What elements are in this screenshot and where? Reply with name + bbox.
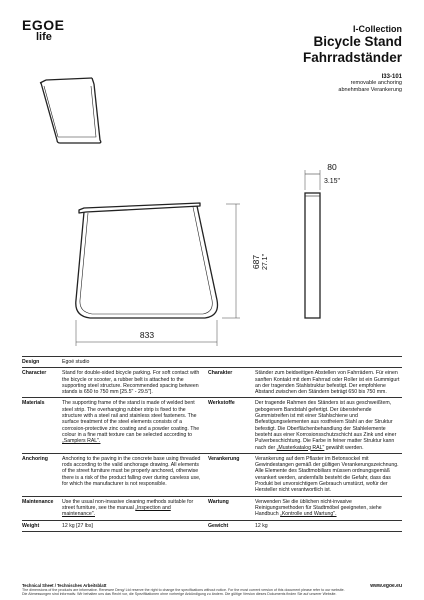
footer-title: Technical Sheet / Technisches Arbeitsblatt: [22, 583, 107, 588]
ral-samplers-link[interactable]: „Samplers RAL".: [62, 438, 101, 445]
maintenance-cell-en: [62, 499, 208, 518]
character-label-de: Charakter: [208, 370, 233, 377]
materials-cell-en: [62, 400, 208, 450]
front-view: [76, 203, 218, 318]
weight-value-en: 12 kg [27 lbs]: [62, 522, 93, 529]
character-label-en: Character: [22, 370, 47, 377]
character-text-en: Stand for double-sided bicycle parking. For soft contact with the bicycle or scooter, a rubber belt is attached to the supporting steel structure. Recommended spacing between stands is 650 to 750 mm [25.5" - 29.5"].: [62, 370, 200, 396]
character-text-de: Ständer zum beidseitigen Abstellen von Fahrrädern. Für einen sanften Kontakt mit dem Fahrrad oder Roller ist ein Gummigurt an der tragenden Stahlstruktur befestigt. Der empfohlene Abstand zwischen den Ständern beträgt 650 bis 750 mm.: [255, 370, 400, 396]
product-title-de: Fahrradständer: [302, 50, 402, 65]
kontrolle-wartung-link[interactable]: „Kontrolle und Wartung".: [280, 511, 337, 518]
spec-row-anchoring: [22, 453, 402, 496]
materials-tail-de: gewählt werden.: [324, 444, 364, 451]
maintenance-label-de: Wartung: [208, 498, 229, 505]
design-value: Egoé studio: [62, 359, 90, 365]
spec-row-maintenance: [22, 496, 402, 520]
product-title-en: Bicycle Stand: [313, 34, 402, 49]
perspective-view: [40, 78, 101, 143]
depth-in-label: 3.15": [323, 178, 341, 185]
spec-row-materials: [22, 397, 402, 452]
spec-row-weight: [22, 520, 402, 532]
maintenance-text-de: Verwenden Sie die üblichen nicht-invasive Reinigungsmethoden für Stadtmöbel geeigneten, siehe Handbuch: [255, 498, 382, 518]
product-code: I33-101: [381, 74, 402, 80]
collection-name: I-Collection: [353, 24, 402, 34]
brand-sub: life: [36, 31, 52, 43]
height-mm-label: 687: [251, 254, 261, 270]
anchoring-label-en: Anchoring: [22, 455, 48, 462]
design-label: Design: [22, 359, 40, 365]
maintenance-label-en: Maintenance: [22, 498, 54, 505]
anchoring-text-en: Anchoring to the paving in the concrete base using threaded rods according to the valid anchorage drawing. All elements of the street furniture must be properly anchored, otherwise there is a risk of the product falling over during careless use, for which the manufacturer is not responsible.: [62, 455, 201, 488]
anchoring-type-de: abnehmbare Verankerung: [338, 87, 402, 93]
brand-name: EGOE: [22, 17, 65, 33]
width-mm-label: 833: [139, 330, 155, 340]
depth-mm-label: 80: [327, 162, 337, 172]
weight-value-de: 12 kg: [255, 522, 268, 529]
ral-musterkatalog-link[interactable]: „Musterkatalog RAL": [276, 444, 325, 451]
spec-row-design: [22, 356, 402, 367]
anchoring-type-en: removable anchoring: [350, 80, 402, 86]
weight-label-de: Gewicht: [208, 522, 229, 529]
website-link[interactable]: www.egoe.eu: [370, 583, 402, 589]
height-in-label: 27.1": [262, 253, 269, 271]
side-view: [305, 162, 341, 318]
weight-label-en: Weight: [22, 522, 40, 529]
materials-text-en: The supporting frame of the stand is made of welded bent steel strip. The overhanging rubber strip is fixed to the structure with a steel rail and stainless steel fasteners. The surface treatment of the steel elements consists of a corrosion-protective zinc coating and a powder coating. The colour in a fine matt texture can be selected according to: [62, 400, 200, 438]
maintenance-text-en: Use the usual non-invasive cleaning methods suitable for street furniture, see the manual: [62, 498, 194, 511]
maintenance-cell-de: [255, 499, 400, 518]
materials-cell-de: [255, 400, 400, 450]
footer-disclaimer-de: Die Abmessungen sind informativ. Wir behalten uns das Recht vor, die Spezifikationen ohne vorherige Ankündigung zu ändern. Die gültige Version dieses Dokuments finden Sie auf unserer Website.: [22, 592, 337, 597]
anchoring-text-de: Verankerung auf dem Pflaster im Betonsockel mit Gewindestangen gemäß der gültigen Verankerungszeichnung. Alle Elemente des Stadtmobiliars müssen ordnungsgemäß verankert werden, andernfalls besteht die Gefahr, dass das Produkt bei unvorsichtigem Gebrauch umstürzt, wofür der Hersteller nicht verantwortlich ist.: [255, 455, 399, 494]
spec-table: [22, 356, 402, 532]
materials-label-en: Materials: [22, 400, 45, 407]
footer-disclaimer-en: The dimensions of the products are informative. Renewee Deng/ Ltd reserve the right to change the specifications without notice. For the most current version of this document please refer to our website.: [22, 588, 345, 592]
height-dimension: [222, 204, 240, 318]
inspection-maintenance-link[interactable]: „Inspection and maintenance".: [62, 504, 171, 518]
footer: [22, 583, 402, 597]
materials-label-de: Werkstoffe: [208, 400, 235, 407]
spec-row-character: [22, 367, 402, 397]
materials-text-de: Der tragende Rahmen des Ständers ist aus geschweißtem, gebogenem Bandstahl gefertigt. Der überstehende Gummistreifen ist mit einer Stahlschiene und Befestigungselementen aus rostfreiem Stahl an der Struktur befestigt. Die Oberflächenbehandlung der Stahlelemente besteht aus einer Korrosionsschutzschicht aus Zink und einer Pulverbeschichtung. Die Farbe in feiner matter Struktur kann nach der: [255, 400, 397, 451]
anchoring-label-de: Verankerung: [208, 455, 240, 462]
